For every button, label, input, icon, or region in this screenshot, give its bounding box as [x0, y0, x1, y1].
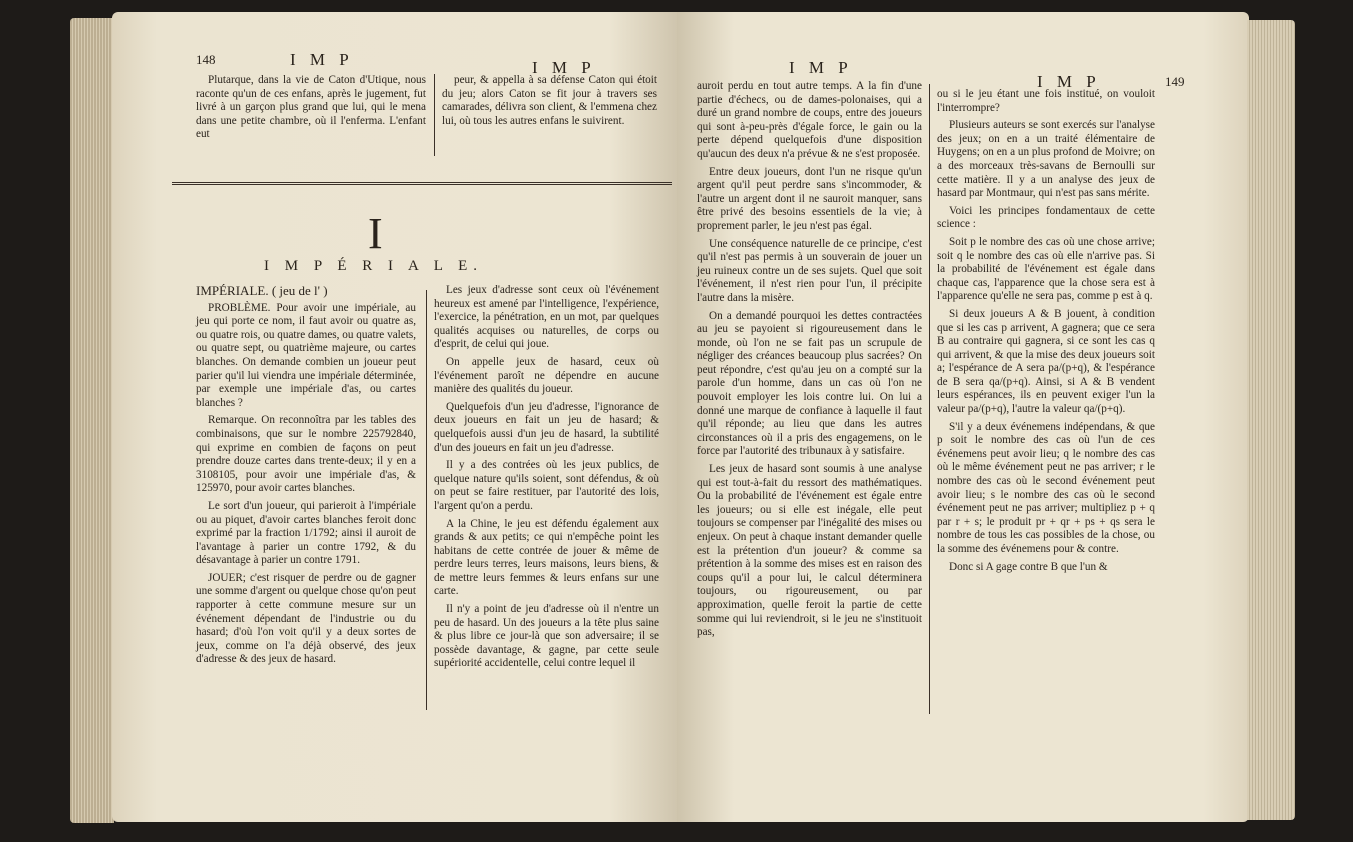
body-column-2 [937, 88, 1155, 578]
paragraph: A la Chine, le jeu est défendu également aux grands & aux petits; ce qui n'empêche point les habitans de cette contrée de jouer & même de perdre leurs terres, leurs maisons, leurs biens, & de mettre leurs femmes & leurs enfans sur une carte. [434, 517, 659, 598]
paragraph: Donc si A gage contre B que l'un & [949, 560, 1108, 573]
running-head-center-right: I M P [789, 58, 853, 77]
page-number-right: 149 [1165, 74, 1185, 89]
left-page-edges [70, 18, 114, 823]
right-page [677, 12, 1249, 822]
paragraph: Quelquefois d'un jeu d'adresse, l'ignorance de deux joueurs en fait un jeu de hasard; & quelquefois aussi d'un jeu de hasard, la subtilité d'un des joueurs en fait un jeu d'adresse. [434, 400, 659, 454]
paragraph: Plusieurs auteurs se sont exercés sur l'analyse des jeux; on en a un traité élémentaire de Huygens; on en a un plus profond de Moivre; on a des morceaux très-savans de Bernoulli sur cette matière. Il y a un analyse des jeux de hasard par Montmaur, qui n'est pas sans mérite. [937, 119, 1155, 200]
column-divider [426, 290, 427, 710]
paragraph: Les jeux de hasard sont soumis à une analyse qui est tout-à-fait du ressort des mathématiques. Ou la probabilité de l'événement est égale entre les joueurs; ou si elle est inégale, elle peut toujours se compenser par l'inégalité des mises ou enjeux. On peut à chaque instant demander quelle est la prétention d'un joueur? & comme sa prétention à la somme des mises est en raison des coups qu'il a pour lui, le calcul déterminera toujours, ou rigoureusement, ou par approximation, quelle feroit la partie de cette somme qui lui reviendroit, si le jeu ne s'instituoit pas, [697, 463, 922, 639]
entry-heading: IMPÉRIALE. ( jeu de l' ) [196, 283, 328, 298]
running-head-center-left: I M P [532, 58, 596, 77]
paragraph: ou si le jeu étant une fois institué, on vouloit l'interrompre? [937, 88, 1155, 114]
body-column-1 [697, 80, 922, 644]
body-column-1 [196, 284, 416, 671]
paragraph: Si deux joueurs A & B jouent, à condition que si les cas p arrivent, A gagnera; que ce sera B au contraire qui gagnera, si ce sont les cas q qui arrivent, & que la mise des deux joueurs soit a; l'espérance de A sera pa/(p+q), & l'espérance de B sera qa/(p+q). Ainsi, si A & B vendent leurs espérances, ils en peuvent exiger l'un la valeur pa/(p+q), l'autre la valeur qa/(p+q). [937, 307, 1155, 416]
top-column-1 [196, 74, 426, 146]
section-rule [172, 182, 672, 185]
paragraph: JOUER; c'est risquer de perdre ou de gagner une somme d'argent ou quelque chose qu'on peut rapporter à cette commune mesure sur un événement dépendant de l'industrie ou du hasard; d'où l'on voit qu'il y a deux sortes de jeux, comme on l'a déjà observé, des jeux d'adresse & des jeux de hasard. [196, 571, 416, 666]
paragraph: Une conséquence naturelle de ce principe, c'est qu'il n'est pas permis à un souverain de jouer un jeu ruineux contre un de ses sujets. Quel que soit l'événement, il n'est rien pour l'un, il précipite l'autre dans la misère. [697, 237, 922, 304]
paragraph: On a demandé pourquoi les dettes contractées au jeu se payoient si rigoureusement dans le monde, où l'on ne se fait pas un scrupule de négliger des créances beaucoup plus sacrées? On peut répondre, c'est qu'au jeu on a compté sur la parole d'un homme, dans un cas où l'on ne pouvoit employer les lois contre lui. On lui a donné une marque de confiance à laquelle il faut qu'il réponde; au lieu que dans les autres circonstances où il a pris des engagemens, on le force par l'autorité des tribunaux à y satisfaire. [697, 309, 922, 458]
paragraph: PROBLÈME. Pour avoir une impériale, au jeu qui porte ce nom, il faut avoir ou quatre as, ou quatre rois, ou quatre dames, ou quatre valets, ou quatre sept, ou quatrième majeure, ou cartes blanches. On demande combien un joueur peut parier qu'il lui viendra une impériale déterminée, par exemple une impériale d'as, ou cartes blanches ? [196, 301, 416, 409]
running-head-left: I M P [290, 50, 354, 69]
running-head-right: I M P [1037, 72, 1101, 91]
paragraph: Entre deux joueurs, dont l'un ne risque qu'un argent qu'il peut perdre sans s'incommoder, & l'autre un argent dont il ne sauroit manquer, sans être privé des besoins essentiels de la vie; à proprement parler, le jeu n'est pas égal. [697, 165, 922, 232]
paragraph: Plutarque, dans la vie de Caton d'Utique, nous raconte qu'un de ces enfans, après le jugement, fut livré à un garçon plus grand que lui, qui le mena dans une petite chambre, où il l'enferma. L'enfant eut [196, 74, 426, 141]
paragraph: Remarque. On reconnoîtra par les tables des combinaisons, que sur le nombre 225792840, qui exprime en combien de façons on peut prendre douze cartes dans trente-deux; il y en a 3108105, pour avoir une impériale d'as, & 125970, pour avoir cartes blanches. [196, 414, 416, 495]
paragraph: Il n'y a point de jeu d'adresse où il n'entre un peu de hasard. Un des joueurs a la tête plus saine & plus libre ce jour-là que son adversaire; il se possède davantage, & gagne, par cette seule supériorité accidentelle, celui contre lequel il [434, 603, 659, 670]
left-page [112, 12, 677, 822]
paragraph: Il y a des contrées où les jeux publics, de quelque nature qu'ils soient, sont défendus, & où on peut se faire restituer, par l'autorité des lois, l'argent qu'on a perdu. [434, 459, 659, 512]
page-number-left: 148 [196, 52, 216, 67]
paragraph: On appelle jeux de hasard, ceux où l'événement paroît ne dépendre en aucune manière des qualités du joueur. [434, 355, 659, 396]
column-divider [434, 74, 435, 156]
column-divider [929, 84, 930, 714]
paragraph: Voici les principes fondamentaux de cette science : [937, 204, 1155, 231]
paragraph: peur, & appella à sa défense Caton qui étoit du jeu; alors Caton se fit jour à travers ses camarades, délivra son client, & l'emmena chez lui, où tous les autres enfans le suivirent. [442, 74, 657, 127]
section-title: I M P É R I A L E. [264, 258, 483, 274]
section-letter: I [368, 209, 383, 258]
top-column-2 [442, 74, 657, 132]
paragraph: auroit perdu en tout autre temps. A la fin d'une partie d'échecs, ou de dames-polonaises, qui a duré un grand nombre de coups, entre des joueurs qui sont à-peu-près d'égale force, le gain ou la perte dépend quelquefois d'une disposition qu'aucun des deux n'a prévue & ne s'est proposée. [697, 80, 922, 160]
right-page-edges [1247, 20, 1295, 820]
body-column-2 [434, 284, 659, 675]
paragraph: Les jeux d'adresse sont ceux où l'événement heureux est amené par l'intelligence, l'expérience, l'exercice, la pénétration, en un mot, par quelques qualités acquises ou naturelles, de corps ou d'esprit, de celui qui joue. [434, 284, 659, 351]
paragraph: S'il y a deux événemens indépendans, & que p soit le nombre des cas où l'un de ces événemens peut avoir lieu; q le nombre des cas où le même événement peut ne pas arriver; r le nombre des cas où le second événement peut avoir lieu; s le nombre des cas où le second événement peut ne pas arriver; multipliez p + q par r + s; le produit pr + qr + ps + qs sera le nombre de tous les cas possibles de la chose, ou la somme des événemens pour & contre. [937, 420, 1155, 555]
paragraph: Le sort d'un joueur, qui parieroit à l'impériale ou au piquet, d'avoir cartes blanches feroit donc exprimé par la fraction 1/1792; ainsi il auroit de l'avantage à parier un contre 1792, & du désavantage à parier un contre 1791. [196, 499, 416, 567]
paragraph: Soit p le nombre des cas où une chose arrive; soit q le nombre des cas où elle n'arrive pas. Si la probabilité de l'événement est égale dans chaque cas, l'apparence que la chose sera est à l'apparence qu'elle ne sera pas, comme p est à q. [937, 235, 1155, 303]
